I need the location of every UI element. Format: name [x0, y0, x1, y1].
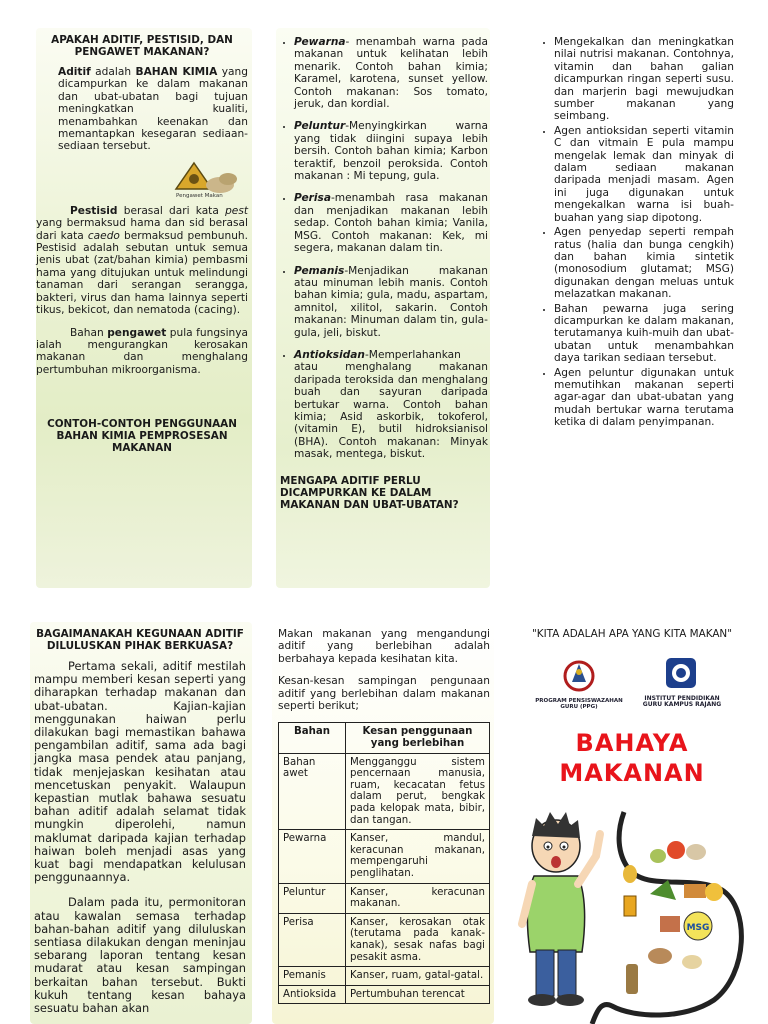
- table-cell-bahan: Pemanis: [279, 967, 346, 986]
- table-row: [279, 830, 490, 883]
- panel-side-effects: [278, 628, 490, 1004]
- approval-paragraph-2: Dalam pada itu, permonitoran atau kawalan semasa terhadap bahan-bahan aditif yang diluluskan sentiasa dilakukan dengan meninjau sebarang laporan tentang kesan mudarat atau kesan sampingan berkaitan bahan tersebut. Bukti kukuh tentang kesan bahaya sesuatu bahan akan: [34, 895, 246, 1016]
- cover-title-line1: BAHAYA: [575, 729, 689, 758]
- preservative-jar-icon: [168, 157, 248, 197]
- ppg-logo-text: PROGRAM PENSISWAZAHAN GURU (PPG): [535, 697, 623, 711]
- table-cell-bahan: Antioksida: [279, 985, 346, 1004]
- table-cell-kesan: Kanser, mandul, keracunan makanan, mempengaruhi penglihatan.: [346, 830, 490, 883]
- heading-why-additive: MENGAPA ADITIF PERLU DICAMPURKAN KE DALAM MAKANAN DAN UBAT-UBATAN?: [280, 474, 459, 511]
- panel-cover: [512, 628, 752, 788]
- ppg-emblem-icon: [534, 654, 624, 694]
- aditif-term: Aditif: [58, 66, 91, 78]
- additive-example-text: - menambah warna pada makanan untuk kelihatan lebih menarik. Contoh bahan kimia; Karamel, karotena, sunset yellow. Contoh makanan: Sos tomato, jeruk, dan kordial.: [294, 36, 488, 111]
- panel-why-additive: [540, 36, 734, 431]
- table-header-row: [279, 723, 490, 753]
- pestisid-paragraph: Pestisid berasal dari kata pest yang bermaksud hama dan sid berasal dari kata caedo bermaksud pembunuh. Pestisid adalah sebutan untuk semua jenis ubat (zat/bahan kimia) pembasmi hama yang ditujukan untuk melindungi tanaman dari serangan serangga, bakteri, virus dan hama lainnya seperti tikus, bekicot, dan nematoda (cacing).: [36, 204, 248, 317]
- table-row: [279, 883, 490, 913]
- table-cell-kesan: Kanser, ruam, gatal-gatal.: [346, 967, 490, 986]
- additive-example-text: -Menyingkirkan warna yang tidak diingini supaya lebih bersih. Contoh bahan kimia; Karbon teraktif, benzoil peroksida. Contoh makanan : Mi tepung, gula.: [294, 120, 488, 183]
- table-cell-bahan: Peluntur: [279, 883, 346, 913]
- heading-what-is-additive: APAKAH ADITIF, PESTISID, DAN PENGAWET MAKANAN?: [51, 34, 233, 58]
- heading-examples: CONTOH-CONTOH PENGGUNAAN BAHAN KIMIA PEMPROSESAN MAKANAN: [47, 418, 237, 455]
- ppg-logo: [534, 654, 624, 710]
- image-caption: Pengawet Makan: [176, 192, 223, 199]
- panel-what-is-additive: [36, 34, 248, 462]
- ipg-logo: [632, 652, 732, 708]
- ipg-logo-line2: GURU KAMPUS RAJANG: [642, 701, 722, 709]
- boy-figure-icon: [522, 812, 600, 1006]
- cover-title-line2: MAKANAN: [559, 759, 705, 788]
- side-effects-intro-2: Kesan-kesan sampingan pengunaan aditif yang berlebihan dalam makanan seperti berikut;: [278, 675, 490, 713]
- cover-illustration: [516, 804, 748, 1024]
- msg-label: MSG: [686, 923, 710, 933]
- additive-example-term: Pewarna: [294, 36, 346, 48]
- table-row: [279, 985, 490, 1004]
- reason-item: • Agen penyedap seperti rempah ratus (halia dan bunga cengkih) dan bahan kimia sintetik (monosodium glutamat; MSG) digunakan dengan meluas untuk melazatkan makanan.: [554, 226, 734, 300]
- column-header-bahan: Bahan: [279, 723, 346, 753]
- reason-item: • Bahan pewarna juga sering dicampurkan ke dalam makanan, terutamanya kuih-muih dan ubat-ubatan untuk menambahkan daya tarikan sediaan tersebut.: [554, 303, 734, 365]
- table-cell-kesan: Kanser, kerosakan otak (terutama pada kanak-kanak), sesak nafas bagi pesakit asma.: [346, 913, 490, 966]
- logos-row: [512, 654, 752, 724]
- table-row: [279, 913, 490, 966]
- additive-example-text: -Memperlahankan atau menghalang makanan daripada teroksida dan menghalang buah dan sayuran daripada bertukar warna. Contoh bahan kimia; Asid askorbik, tokoferol, (vitamin E), butil hidroksianisol (BHA). Contoh makanan: Minyak masak, mentega, biskut.: [294, 348, 488, 461]
- food-items-icon: [623, 841, 723, 994]
- table-cell-bahan: Bahan awet: [279, 753, 346, 830]
- table-cell-bahan: Pewarna: [279, 830, 346, 883]
- table-row: [279, 967, 490, 986]
- additive-example-term: Antioksidan: [294, 348, 365, 361]
- table-cell-kesan: Pertumbuhan terencat: [346, 985, 490, 1004]
- additive-example-text: -menambah rasa makanan dan menjadikan makanan lebih sedap. Contoh bahan kimia; Vanila, MSG. Contoh makanan: Kek, mi segera, makanan dalam tin.: [294, 192, 488, 255]
- ipg-logo-line1: INSTITUT PENDIDIKAN: [644, 694, 720, 702]
- panel-approval: [34, 628, 246, 1021]
- additive-example-item: [294, 36, 488, 110]
- approval-paragraph-1: Pertama sekali, aditif mestilah mampu memberi kesan seperti yang diharapkan terhadap makanan dan ubat-ubatan. Kajian-kajian menggunakan haiwan perlu dilakukan bagi memastikan bahawa pengambilan aditif, sama ada bagi jangka masa pendek atau panjang, tidak menjejaskan kesihatan atau mencetuskan penyakit. Walaupun kepastian mutlak bahawa sesuatu bahan aditif adalah selamat tidak mungkin diperolehi, namun maklumat daripada kajian terhadap haiwan boleh menjadi asas yang kuat bagi mendapatkan kelulusan penggunaannya.: [34, 659, 246, 885]
- additive-example-term: Perisa: [294, 192, 331, 205]
- additive-example-item: [294, 349, 488, 461]
- reason-item: • Mengekalkan dan meningkatkan nilai nutrisi makanan. Contohnya, vitamin dan bahan galian dicampurkan ringan seperti susu. dan marjerin bagi mewujudkan sumber makanan yang seimbang.: [554, 36, 734, 123]
- cover-quote: "KITA ADALAH APA YANG KITA MAKAN": [532, 628, 732, 640]
- table-cell-kesan: Kanser, keracunan makanan.: [346, 883, 490, 913]
- additive-example-item: [294, 265, 488, 339]
- preservative-image: [36, 157, 248, 203]
- ipg-emblem-icon: [632, 652, 732, 692]
- side-effects-intro-1: Makan makanan yang mengandungi aditif yang berlebihan adalah berbahaya kepada kesihatan kita.: [278, 628, 490, 665]
- reason-item: • Agen antioksidan seperti vitamin C dan vitmain E pula mampu mengelak lemak dan minyak di dalam sediaan makanan daripada menjadi masam. Agen ini juga digunakan untuk mengekalkan warna isi buah-buahan yang siap dipotong.: [554, 125, 734, 224]
- side-effects-table: [278, 722, 490, 1004]
- additive-example-item: [294, 120, 488, 182]
- table-cell-bahan: Perisa: [279, 913, 346, 966]
- table-cell-kesan: Mengganggu sistem pencernaan manusia, ruam, kecacatan fetus dalam perut, bengkak pada kelopak mata, bibir, dan tangan.: [346, 753, 490, 830]
- reason-item: • Agen peluntur digunakan untuk memutihkan makanan seperti agar-agar dan ubat-ubatan yang mudah bertukar warna terutama ketika di dalam penyimpanan.: [554, 367, 734, 429]
- pengawet-paragraph: Bahan pengawet pula fungsinya ialah mengurangkan kerosakan makanan dan menghalang pertumbuhan mikroorganisma.: [36, 326, 248, 376]
- reasons-list: [540, 36, 734, 429]
- aditif-paragraph: Aditif adalah BAHAN KIMIA yang dicampurkan ke dalam makanan dan ubat-ubatan bagi tujuan meningkatkan kualiti, menambahkan keenakan dan memantapkan kesegaran sediaan-sediaan tersebut.: [58, 66, 248, 153]
- column-header-kesan: Kesan penggunaan yang berlebihan: [346, 723, 490, 753]
- additive-example-term: Peluntur: [294, 120, 346, 133]
- panel-examples: [280, 36, 488, 519]
- table-row: [279, 753, 490, 830]
- additive-example-term: Pemanis: [294, 264, 345, 277]
- additive-example-item: [294, 192, 488, 254]
- additive-example-text: -Menjadikan makanan atau minuman lebih manis. Contoh bahan kimia; gula, madu, aspartam, amnitol, xilitol, sakarin. Contoh makanan: Minuman dalam tin, gula-gula, jeli, biskut.: [294, 264, 488, 339]
- heading-approval: BAGAIMANAKAH KEGUNAAN ADITIF DILULUSKAN PIHAK BERKUASA?: [36, 628, 244, 652]
- additive-examples-list: [280, 36, 488, 461]
